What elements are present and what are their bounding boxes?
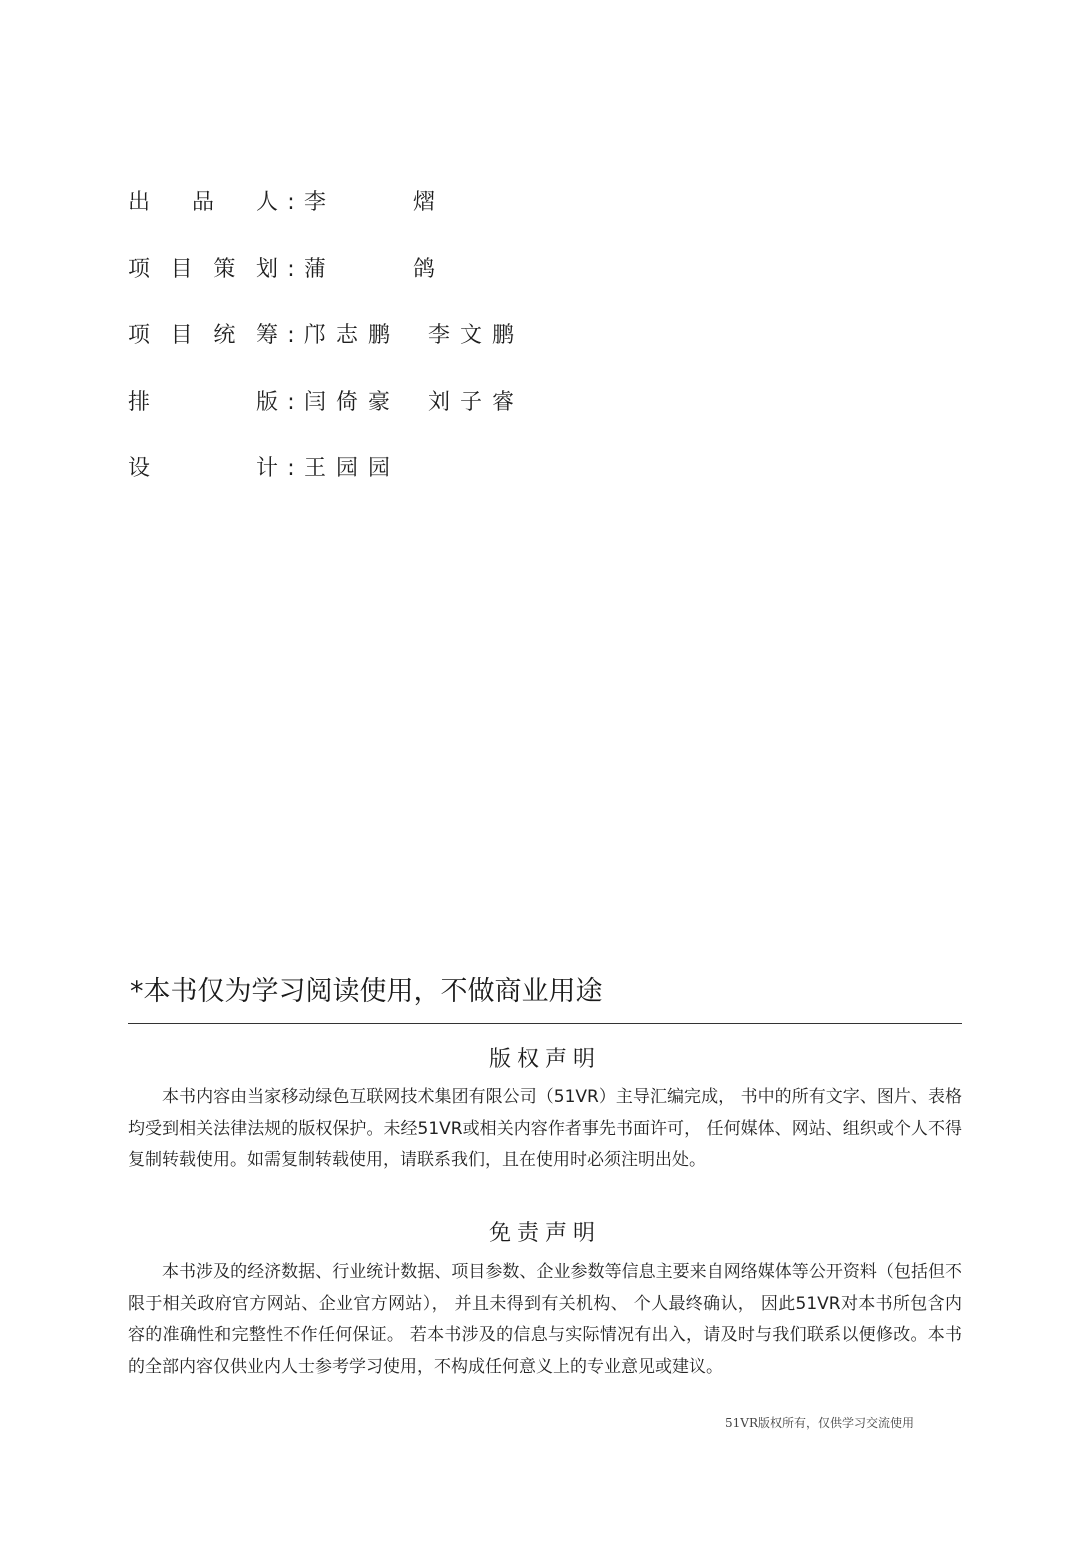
credit-colon: : [287, 389, 295, 415]
credit-label-char: 目 [170, 323, 193, 348]
credit-name: 李文鹏 [428, 323, 525, 348]
credits-block [128, 186, 648, 519]
credit-label-char: 出 [128, 190, 151, 215]
credit-row [128, 319, 648, 353]
credit-row [128, 186, 648, 220]
credit-label-char: 项 [128, 323, 151, 348]
credit-label [128, 319, 278, 353]
credit-name: 蒲 鸽 [304, 256, 475, 282]
disclaimer-title: 免责声明 [488, 1221, 601, 1246]
usage-notice: *本书仅为学习阅读使用，不做商业用途 [130, 976, 603, 1007]
credit-label-char: 筹 [255, 323, 278, 348]
credit-row [128, 452, 648, 486]
credit-names [304, 386, 552, 420]
credit-colon: : [287, 323, 295, 348]
credit-label [128, 253, 278, 287]
credit-label-char: 项 [128, 256, 151, 282]
credit-label [128, 452, 278, 486]
credit-label-char: 品 [191, 190, 214, 215]
credit-name: 刘子睿 [428, 389, 525, 415]
credit-label-char: 计 [255, 456, 278, 481]
credit-colon: : [287, 456, 295, 481]
credit-name: 闫倚豪 [304, 389, 401, 415]
credit-label-char: 目 [170, 256, 193, 282]
credit-label-char: 统 [213, 323, 236, 348]
credit-label-char: 版 [255, 389, 278, 415]
credit-label-char: 人 [255, 190, 278, 215]
credit-row [128, 386, 648, 420]
divider-line [128, 1023, 962, 1024]
credit-label [128, 386, 278, 420]
credit-label [128, 186, 278, 220]
credit-names [304, 452, 428, 486]
credit-label-char: 设 [128, 456, 151, 481]
credit-names [304, 319, 552, 353]
copyright-title: 版权声明 [488, 1047, 601, 1072]
credit-names [304, 253, 503, 287]
credit-colon: : [287, 190, 295, 215]
credit-label-char: 排 [128, 389, 151, 415]
copyright-body: 本书内容由当家移动绿色互联网技术集团有限公司（51VR）主导汇编完成， 书中的所有文字、图片、表格均受到相关法律法规的版权保护。未经51VR或相关内容作者事先书面许可， 任何媒体、网站、组织或个人不得复制转载使用。如需复制转载使用，请联系我们，且在使用时必须注明出处。 [128, 1087, 962, 1170]
credit-label-char: 划 [255, 256, 278, 282]
footer-note: 51VR版权所有，仅供学习交流使用 [725, 1416, 914, 1430]
credit-names [304, 186, 503, 220]
credit-label-char: 策 [213, 256, 236, 282]
credit-colon: : [287, 256, 295, 282]
credit-name: 王园园 [304, 456, 401, 481]
credit-row [128, 253, 648, 287]
credit-name: 邝志鹏 [304, 323, 401, 348]
disclaimer-body: 本书涉及的经济数据、行业统计数据、项目参数、企业参数等信息主要来自网络媒体等公开资料（包括但不限于相关政府官方网站、企业官方网站）， 并且未得到有关机构、 个人最终确认， 因此51VR对本书所包含内容的准确性和完整性不作任何保证。 若本书涉及的信息与实际情况有出入，请及时与我们联系以便修改。本书的全部内容仅供业内人士参考学习使用，不构成任何意义上的专业意见或建议。 [128, 1262, 962, 1377]
credit-name: 李 熠 [304, 190, 475, 215]
